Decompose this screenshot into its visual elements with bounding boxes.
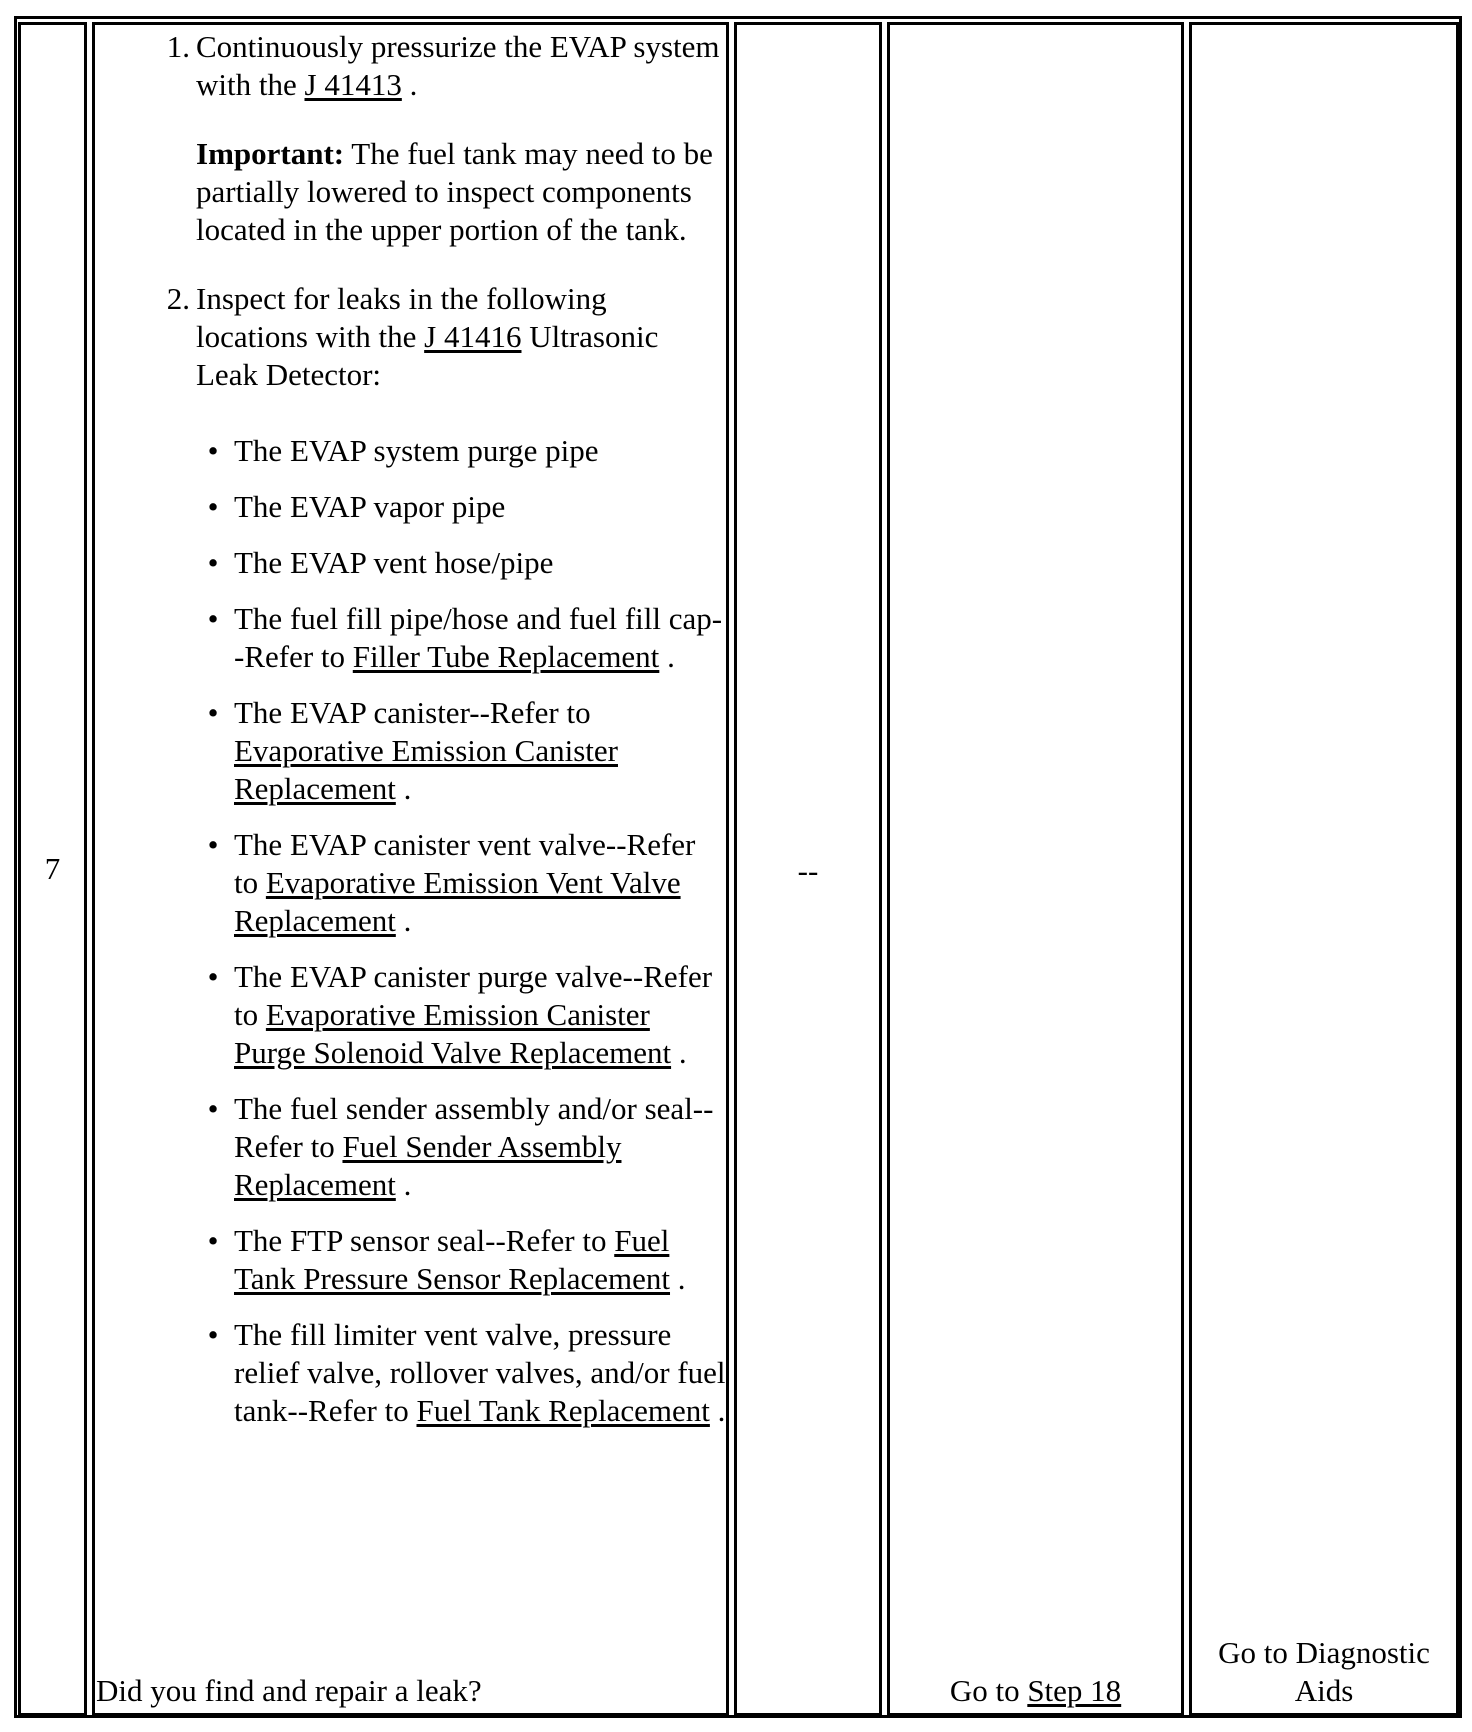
important-note — [196, 135, 726, 249]
numbered-item-2 — [96, 280, 726, 394]
list-item-text: The FTP sensor seal--Refer to — [234, 1223, 615, 1258]
list-item-suffix: . — [395, 771, 412, 806]
item-text-suffix: Ultrasonic Leak Detector: — [196, 319, 659, 392]
procedure-link[interactable]: Evaporative Emission Canister Purge Solenoid Valve Replacement — [234, 997, 672, 1070]
important-label: Important: — [196, 136, 345, 171]
list-item — [96, 694, 726, 808]
list-item-text: The EVAP canister purge valve--Refer to — [234, 959, 713, 1032]
list-item-text: The EVAP system purge pipe — [234, 433, 599, 468]
bullet-icon: • — [207, 545, 219, 580]
no-cell — [1189, 22, 1459, 1716]
procedure-link[interactable]: Fuel Tank Replacement — [416, 1393, 710, 1428]
value-text: -- — [797, 853, 819, 888]
list-item-text: The fill limiter vent valve, pressure relief valve, rollover valves, and/or fuel tank--Refer to — [234, 1317, 726, 1428]
list-item — [96, 488, 726, 526]
list-item-suffix: . — [395, 903, 412, 938]
procedure-link[interactable]: Evaporative Emission Canister Replacement — [234, 733, 618, 806]
tool-link-j41416[interactable]: J 41416 — [424, 319, 522, 354]
bullet-icon: • — [207, 959, 219, 994]
item-number: 2. — [166, 281, 190, 316]
list-item-text: The EVAP vapor pipe — [234, 489, 506, 524]
list-item-text: The fuel sender assembly and/or seal--Refer to — [234, 1091, 714, 1164]
list-item — [96, 1316, 726, 1430]
list-item-suffix: . — [670, 1261, 686, 1296]
list-item-suffix: . — [671, 1035, 687, 1070]
yes-cell — [887, 22, 1184, 1716]
procedure-link[interactable]: Fuel Sender Assembly Replacement — [234, 1129, 622, 1202]
list-item-text: The EVAP canister--Refer to — [234, 695, 591, 730]
list-item — [96, 544, 726, 582]
list-item — [96, 1090, 726, 1204]
numbered-item-1 — [96, 28, 726, 249]
step-number: 7 — [44, 851, 61, 886]
bullet-icon: • — [207, 695, 219, 730]
important-text: The fuel tank may need to be partially lowered to inspect components located in the upper portion of the tank. — [196, 136, 713, 247]
procedure-link[interactable]: Filler Tube Replacement — [352, 639, 660, 674]
bullet-icon: • — [207, 1317, 219, 1352]
list-item-suffix: . — [709, 1393, 726, 1428]
step-18-link[interactable]: Step 18 — [1027, 1673, 1122, 1708]
item-text-suffix: . — [401, 67, 418, 102]
yes-action — [887, 1672, 1184, 1710]
bullet-icon: • — [207, 433, 219, 468]
item-text: Continuously pressurize the EVAP system with the — [196, 29, 720, 102]
bullet-icon: • — [207, 489, 219, 524]
bullet-icon: • — [207, 1091, 219, 1126]
list-item-text: The EVAP vent hose/pipe — [234, 545, 554, 580]
list-item-suffix: . — [395, 1167, 412, 1202]
list-item — [96, 1222, 726, 1298]
item-number: 1. — [166, 29, 190, 64]
tool-link-j41413[interactable]: J 41413 — [304, 67, 402, 102]
no-action: Go to Diagnostic Aids — [1218, 1635, 1430, 1708]
list-item — [96, 826, 726, 940]
list-item — [96, 600, 726, 676]
procedure-link[interactable]: Evaporative Emission Vent Valve Replacement — [234, 865, 681, 938]
yes-prefix: Go to — [949, 1673, 1028, 1708]
list-item-text: The EVAP canister vent valve--Refer to — [234, 827, 696, 900]
bullet-icon: • — [207, 1223, 219, 1258]
item-text: Inspect for leaks in the following locations with the — [196, 281, 607, 354]
leak-location-list — [96, 432, 726, 1430]
list-item-suffix: . — [659, 639, 675, 674]
bullet-icon: • — [207, 601, 219, 636]
action-content — [96, 28, 726, 1448]
procedure-link[interactable]: Fuel Tank Pressure Sensor Replacement — [234, 1223, 671, 1296]
question-text: Did you find and repair a leak? — [96, 1673, 482, 1708]
list-item — [96, 958, 726, 1072]
bullet-icon: • — [207, 827, 219, 862]
list-item — [96, 432, 726, 470]
list-item-text: The fuel fill pipe/hose and fuel fill cap--Refer to — [234, 601, 723, 674]
